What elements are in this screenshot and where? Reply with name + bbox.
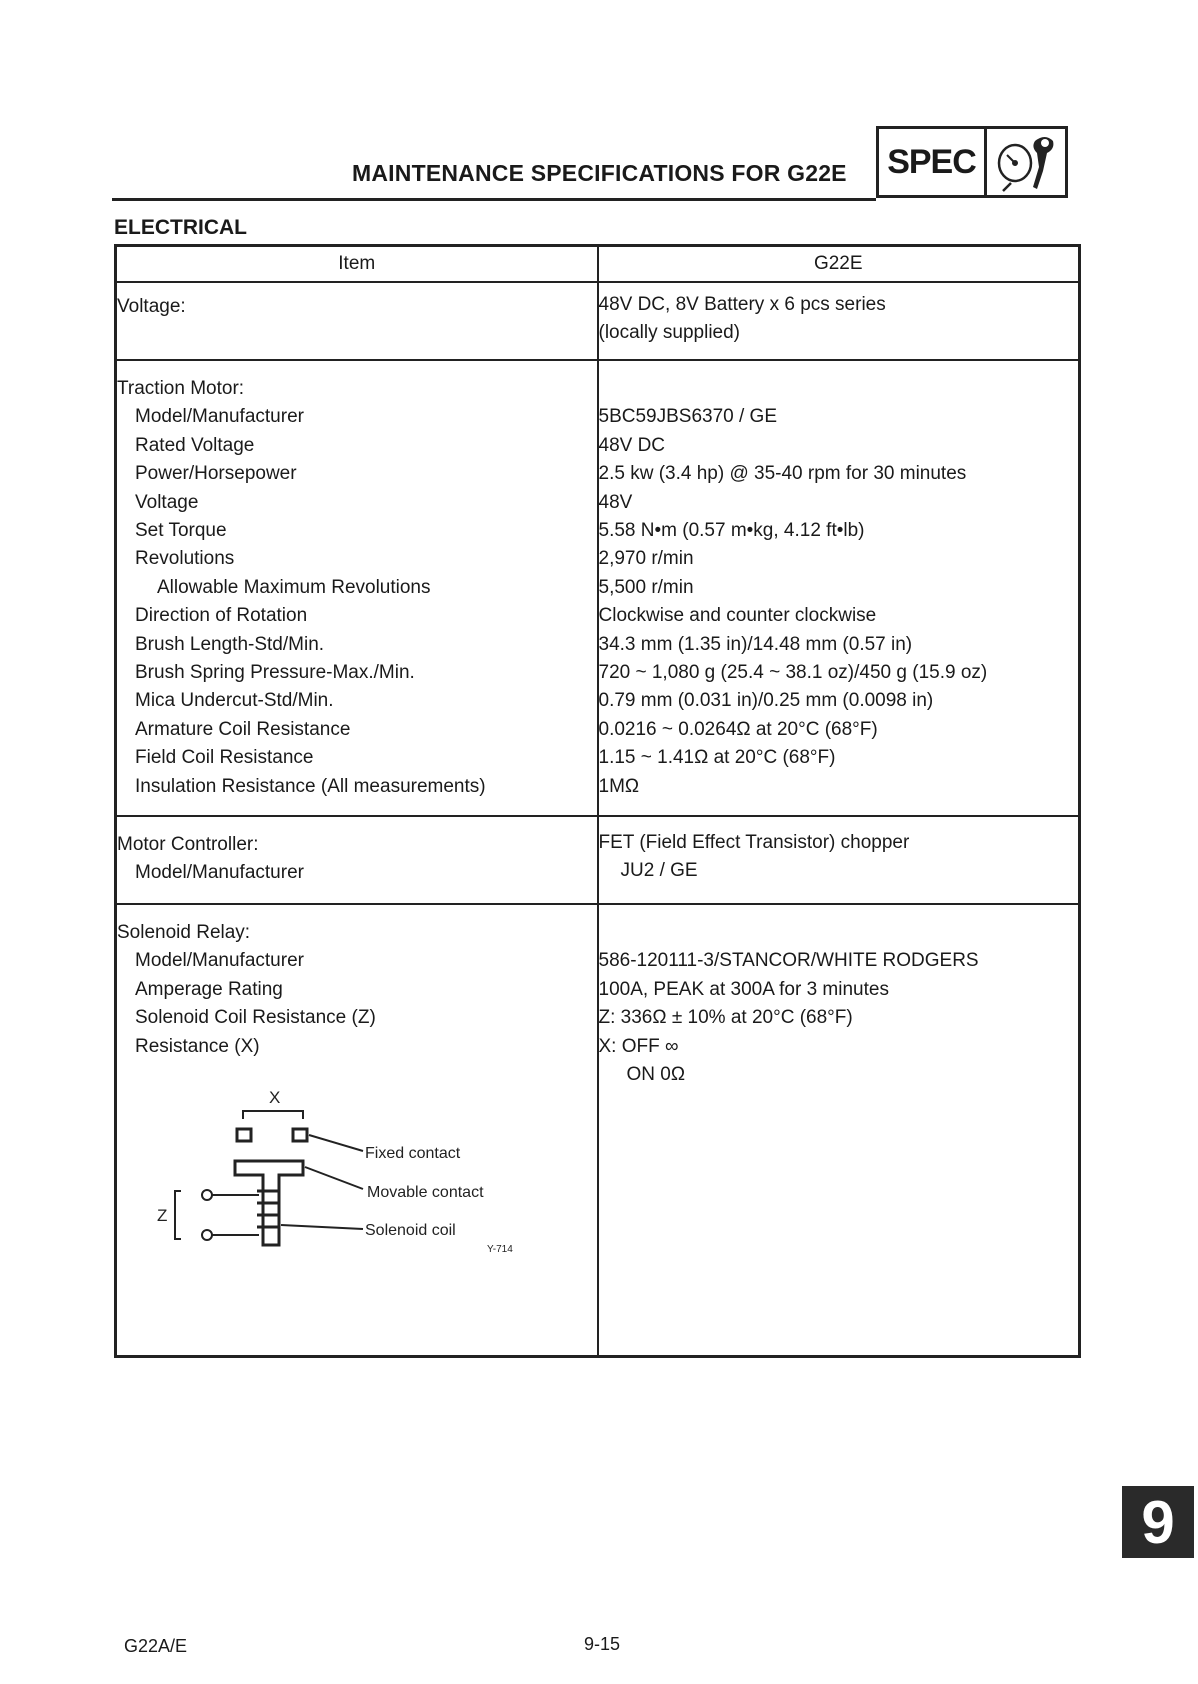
traction-row-value: 5BC59JBS6370 / GE xyxy=(598,406,777,428)
traction-row-value: 2,970 r/min xyxy=(598,548,694,570)
page-title: MAINTENANCE SPECIFICATIONS FOR G22E xyxy=(352,160,847,186)
diagram-solenoid-coil-label: Solenoid coil xyxy=(365,1222,456,1240)
traction-row-value: 1.15 ~ 1.41Ω at 20°C (68°F) xyxy=(598,747,836,769)
traction-row-label: Power/Horsepower xyxy=(135,463,297,485)
title-rule xyxy=(112,198,876,201)
diagram-fixed-contact-label: Fixed contact xyxy=(365,1145,461,1163)
solenoid-on-value: ON 0Ω xyxy=(626,1064,686,1086)
voltage-label-cell xyxy=(116,282,598,360)
solenoid-row-value: X: OFF ∞ xyxy=(598,1035,679,1057)
spec-table xyxy=(114,244,1081,1358)
page-number: 9-15 xyxy=(584,1634,621,1654)
traction-row-value: 48V DC xyxy=(598,434,666,456)
section-heading: ELECTRICAL xyxy=(114,216,247,239)
traction-row-label: Brush Length-Std/Min. xyxy=(135,633,325,655)
traction-row-value: 48V xyxy=(598,491,633,513)
solenoid-row-label: Amperage Rating xyxy=(135,978,283,1000)
controller-title: Motor Controller: xyxy=(117,834,259,855)
solenoid-row-label: Resistance (X) xyxy=(135,1035,260,1057)
diagram-movable-contact-label: Movable contact xyxy=(367,1184,484,1202)
traction-row-label: Insulation Resistance (All measurements) xyxy=(135,775,486,797)
solenoid-row-value: Z: 336Ω ± 10% at 20°C (68°F) xyxy=(598,1007,853,1029)
traction-row-label: Allowable Maximum Revolutions xyxy=(157,576,431,598)
spec-badge xyxy=(876,126,1068,198)
controller-type-value: FET (Field Effect Transistor) chopper xyxy=(598,832,910,853)
spec-badge-text: SPEC xyxy=(879,129,987,195)
traction-row-value: 0.0216 ~ 0.0264Ω at 20°C (68°F) xyxy=(598,718,878,740)
solenoid-row-label: Solenoid Coil Resistance (Z) xyxy=(135,1007,376,1029)
solenoid-row-value: 100A, PEAK at 300A for 3 minutes xyxy=(598,978,889,1000)
traction-row-value: 0.79 mm (0.031 in)/0.25 mm (0.0098 in) xyxy=(598,690,934,712)
traction-row-label: Set Torque xyxy=(135,520,227,542)
traction-row-label: Brush Spring Pressure-Max./Min. xyxy=(135,662,415,684)
controller-label: Model/Manufacturer xyxy=(135,862,304,884)
voltage-label: Voltage: xyxy=(117,296,186,317)
traction-row-label: Voltage xyxy=(135,491,199,513)
traction-row-label: Field Coil Resistance xyxy=(135,747,314,769)
controller-label-cell xyxy=(116,816,598,904)
solenoid-row-label: Model/Manufacturer xyxy=(135,950,304,972)
traction-row-label: Model/Manufacturer xyxy=(135,406,304,428)
traction-row-value: 5,500 r/min xyxy=(598,576,694,598)
traction-row-label: Mica Undercut-Std/Min. xyxy=(135,690,334,712)
traction-labels-cell xyxy=(116,360,598,816)
caliper-meter-icon xyxy=(987,129,1065,195)
solenoid-values-cell xyxy=(598,904,1080,1357)
diagram-label-z: Z xyxy=(157,1206,168,1226)
traction-row-value: 34.3 mm (1.35 in)/14.48 mm (0.57 in) xyxy=(598,633,913,655)
controller-value-cell xyxy=(598,816,1080,904)
traction-row-label: Revolutions xyxy=(135,548,235,570)
diagram-code: Y-714 xyxy=(487,1244,513,1256)
traction-row-value: 5.58 N•m (0.57 m•kg, 4.12 ft•lb) xyxy=(598,520,865,542)
traction-row-value: 720 ~ 1,080 g (25.4 ~ 38.1 oz)/450 g (15.9 oz) xyxy=(598,662,988,684)
diagram-label-x: X xyxy=(269,1088,281,1108)
traction-row-value: Clockwise and counter clockwise xyxy=(598,605,877,627)
solenoid-title: Solenoid Relay: xyxy=(117,922,251,943)
solenoid-row-value: 586-120111-3/STANCOR/WHITE RODGERS xyxy=(598,950,979,972)
traction-row-label: Rated Voltage xyxy=(135,434,255,456)
col-header-item: Item xyxy=(116,246,598,283)
voltage-value-cell xyxy=(598,282,1080,360)
voltage-value: 48V DC, 8V Battery x 6 pcs series xyxy=(598,294,886,315)
traction-values-cell xyxy=(598,360,1080,816)
traction-row-value: 2.5 kw (3.4 hp) @ 35-40 rpm for 30 minutes xyxy=(598,463,967,485)
solenoid-labels-cell xyxy=(116,904,598,1357)
traction-row-value: 1MΩ xyxy=(598,775,640,797)
traction-motor-title: Traction Motor: xyxy=(117,378,245,399)
controller-model-value: JU2 / GE xyxy=(620,860,698,882)
traction-row-label: Armature Coil Resistance xyxy=(135,718,351,740)
traction-row-label: Direction of Rotation xyxy=(135,605,308,627)
voltage-value-note: (locally supplied) xyxy=(598,322,741,344)
footer-model: G22A/E xyxy=(124,1636,188,1656)
col-header-model: G22E xyxy=(598,246,1080,283)
chapter-tab: 9 xyxy=(1122,1486,1194,1558)
solenoid-relay-diagram xyxy=(117,1061,597,1321)
